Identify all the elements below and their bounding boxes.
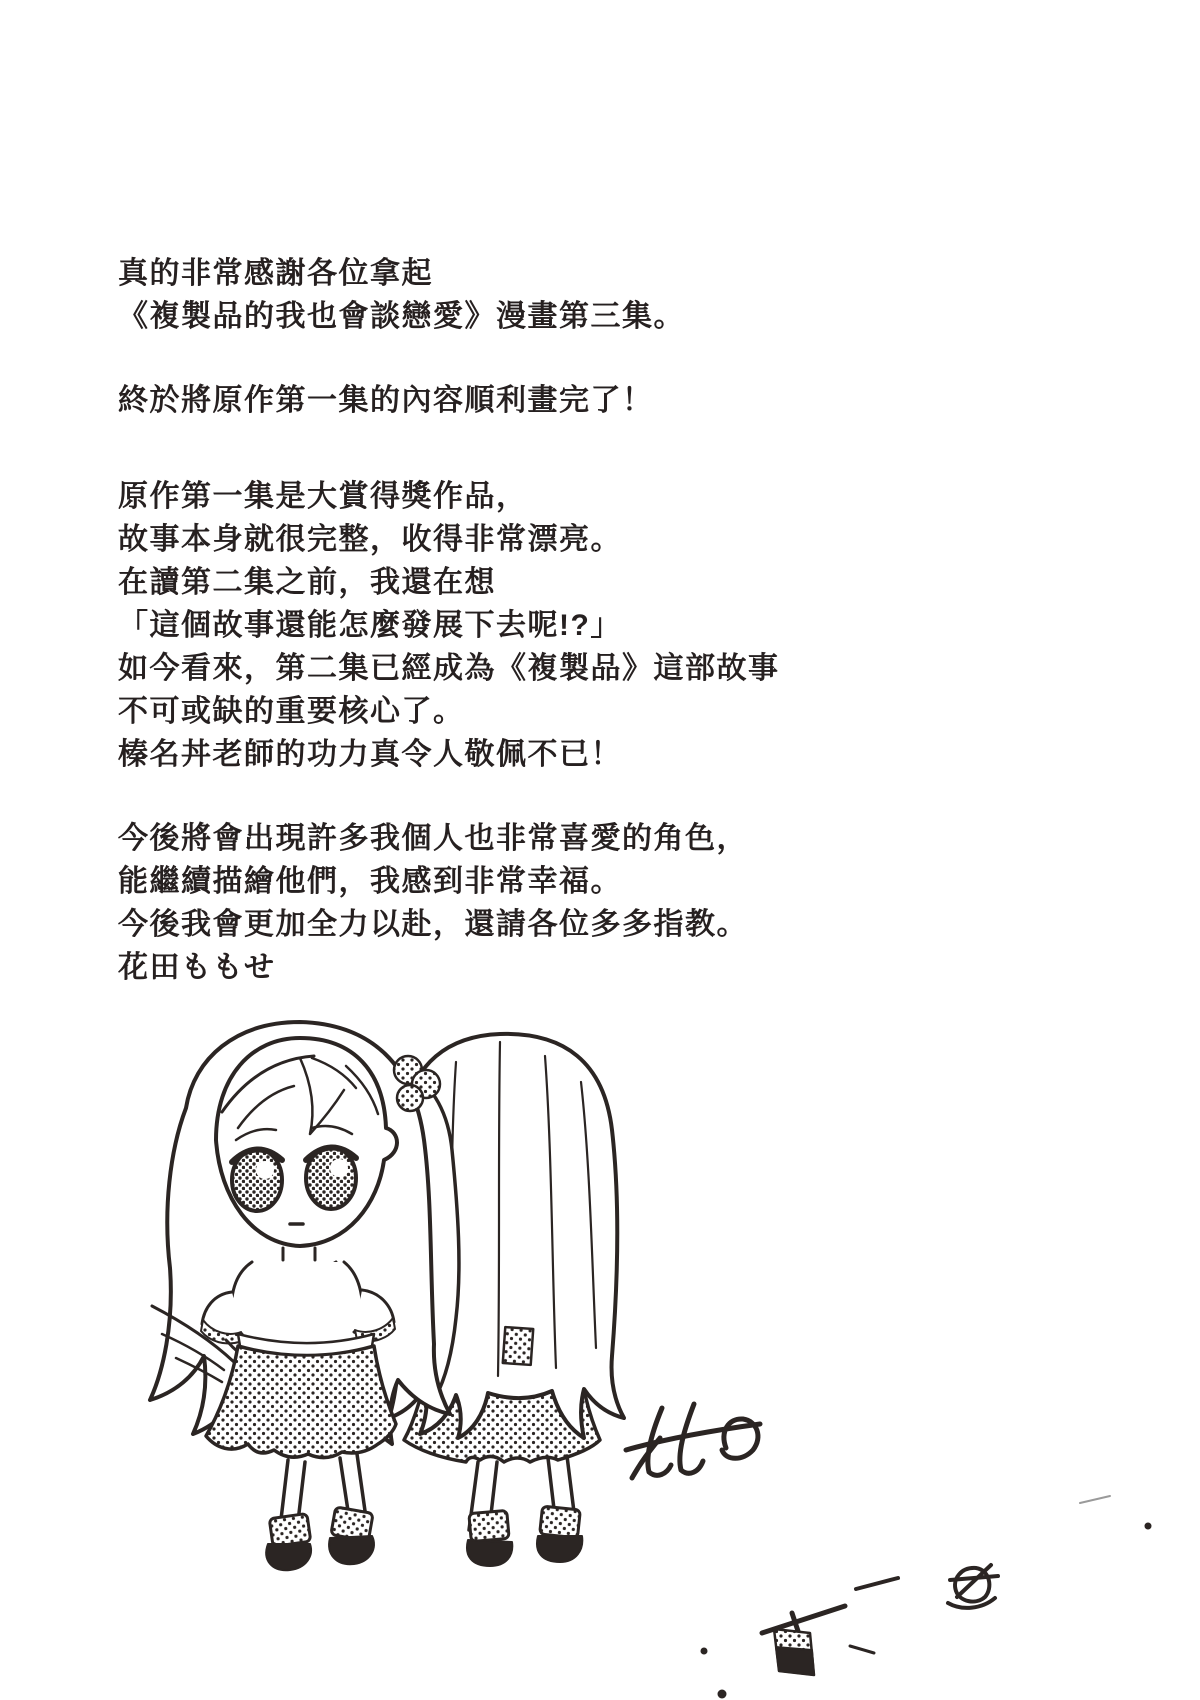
front-girl-ponytail <box>382 1068 459 1406</box>
text-line: 終於將原作第一集的內容順利畫完了！ <box>118 384 654 417</box>
text-line: 不可或缺的重要核心了。 <box>118 695 465 728</box>
front-girl-eyes <box>232 1147 356 1211</box>
text-line: 能繼續描繪他們，我感到非常幸福。 <box>118 865 622 898</box>
front-girl-shoes <box>266 1536 374 1570</box>
back-girl-hair <box>389 1034 624 1438</box>
text-line: 《複製品的我也會談戀愛》漫畫第三集。 <box>118 300 685 333</box>
flourish-mark <box>948 1565 998 1608</box>
text-line: 榛名丼老師的功力真令人敬佩不已！ <box>118 738 622 771</box>
text-line: 「這個故事還能怎麼發展下去呢!?」 <box>118 609 622 642</box>
text-line: 今後將會出現許多我個人也非常喜愛的角色， <box>118 822 748 855</box>
back-girl-shoes <box>467 1536 582 1566</box>
scrunchie <box>394 1056 440 1111</box>
text-line: 如今看來，第二集已經成為《複製品》這部故事 <box>118 652 780 685</box>
neck-ribbon-bow <box>254 1272 338 1364</box>
paragraph-finished <box>118 379 780 422</box>
back-girl-skirt <box>404 1350 600 1462</box>
ink-marks <box>701 1496 1152 1699</box>
paragraph-original-praise <box>118 475 780 776</box>
paragraph-thanks <box>118 252 780 338</box>
text-line: 在讀第二集之前，我還在想 <box>118 566 496 599</box>
front-girl-skirt <box>206 1346 396 1458</box>
chibi-girl-front <box>150 1022 459 1570</box>
text-line: 原作第一集是大賞得獎作品， <box>118 480 528 513</box>
paragraph-closing <box>118 817 780 989</box>
artist-signature-mark <box>626 1404 760 1478</box>
text-line: 真的非常感謝各位拿起 <box>118 257 433 290</box>
text-line: 故事本身就很完整，收得非常漂亮。 <box>118 523 622 556</box>
front-girl-blouse <box>232 1262 362 1352</box>
chibi-girl-back <box>389 1034 624 1566</box>
author-signature-text: 花田ももせ <box>118 951 276 984</box>
front-girl-face <box>216 1038 397 1246</box>
front-girl-hair <box>150 1022 450 1444</box>
text-line: 今後我會更加全力以赴，還請各位多多指教。 <box>118 908 748 941</box>
afterword-text <box>118 252 780 989</box>
